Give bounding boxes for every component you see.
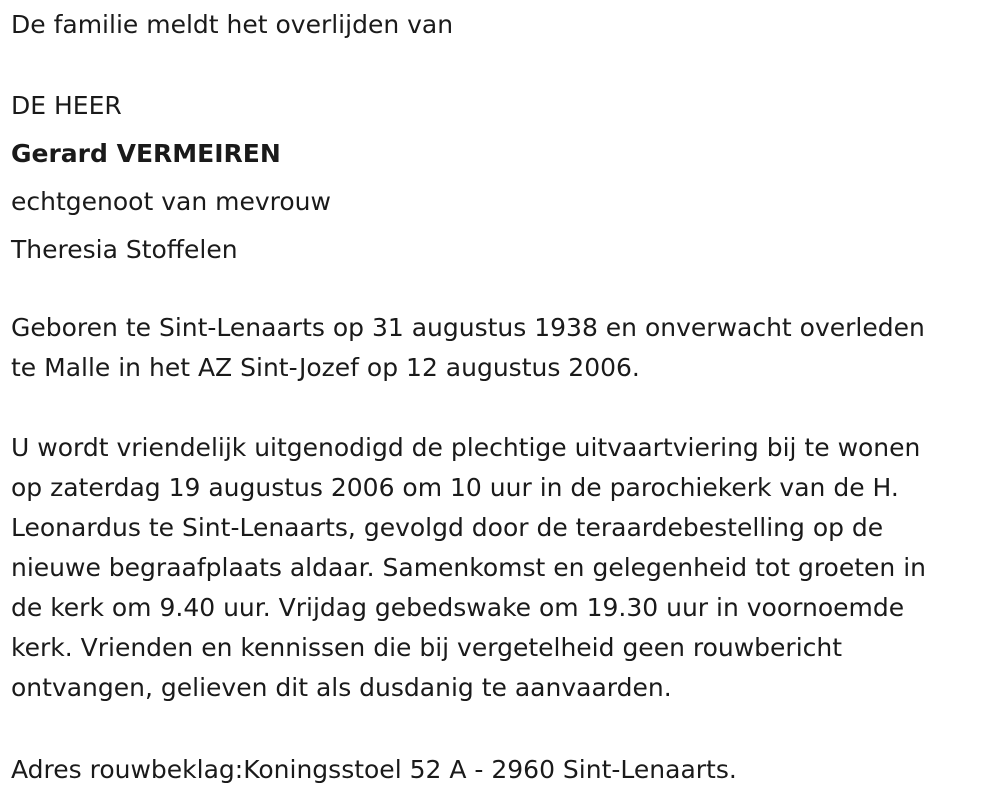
paragraph-line: Geboren te Sint-Lenaarts op 31 augustus 1938 en onverwacht overleden: [11, 313, 925, 342]
paragraph-line: op zaterdag 19 augustus 2006 om 10 uur in de parochiekerk van de H.: [11, 473, 899, 502]
paragraph-line: de kerk om 9.40 uur. Vrijdag gebedswake om 19.30 uur in voornoemde: [11, 593, 905, 622]
paragraph-line: nieuwe begraafplaats aldaar. Samenkomst en gelegenheid tot groeten in: [11, 553, 927, 582]
paragraph-line: ontvangen, gelieven dit als dusdanig te aanvaarden.: [11, 673, 672, 702]
birth-death-paragraph: [11, 308, 996, 388]
funeral-invitation-paragraph: [11, 428, 996, 708]
condolence-address: Adres rouwbeklag:Koningsstoel 52 A - 2960 Sint-Lenaarts.: [11, 755, 737, 784]
paragraph-line: te Malle in het AZ Sint-Jozef op 12 augustus 2006.: [11, 353, 640, 382]
intro-text: De familie meldt het overlijden van: [11, 10, 454, 39]
deceased-name: Gerard VERMEIREN: [11, 139, 281, 168]
paragraph-line: kerk. Vrienden en kennissen die bij vergetelheid geen rouwbericht: [11, 633, 843, 662]
spouse-name: Theresia Stoffelen: [11, 235, 238, 264]
relation-text: echtgenoot van mevrouw: [11, 187, 331, 216]
honorific: DE HEER: [11, 91, 122, 120]
paragraph-line: U wordt vriendelijk uitgenodigd de plechtige uitvaartviering bij te wonen: [11, 433, 921, 462]
paragraph-line: Leonardus te Sint-Lenaarts, gevolgd door de teraardebestelling op de: [11, 513, 884, 542]
